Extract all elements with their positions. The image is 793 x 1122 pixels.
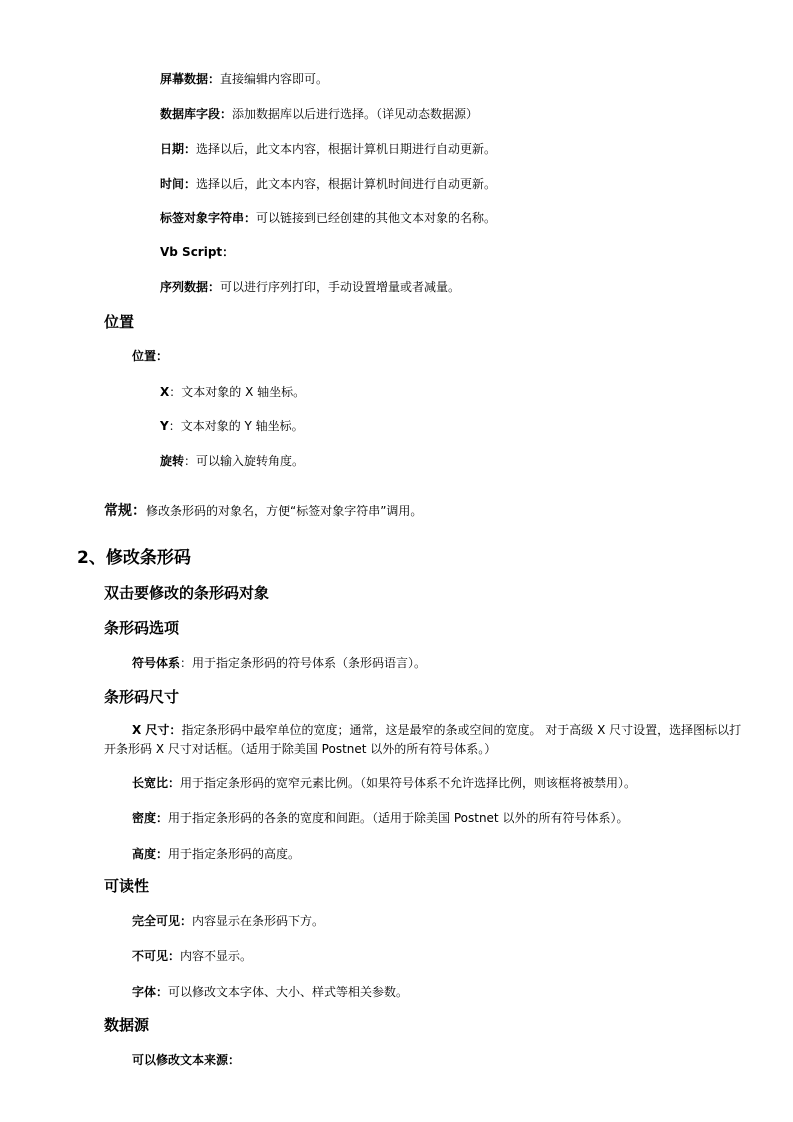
tag-string-text: 可以链接到已经创建的其他文本对象的名称。 (256, 211, 497, 225)
rotation-line (160, 455, 304, 467)
section2-heading: 2、修改条形码 (77, 548, 191, 568)
invisible-label: 不可见： (132, 949, 181, 963)
x-size-label: X 尺寸： (132, 723, 182, 737)
serial-data-label: 序列数据： (160, 280, 221, 294)
vb-script-label: Vb Script： (160, 245, 235, 259)
density-line (132, 812, 628, 824)
position-y-text: ：文本对象的 Y 轴坐标。 (168, 419, 304, 433)
x-size-text: 指定条形码中最窄单位的宽度；通常，这是最窄的条或空间的宽度。 对于高级 X 尺寸设置，选择图标以打开条形码 X 尺寸对话框。（适用于除美国 Postnet 以外的所有符号体系。） (104, 723, 742, 756)
rotation-label: 旋转 (160, 454, 185, 468)
screen-data-label: 屏幕数据： (160, 72, 221, 86)
visible-line (132, 915, 324, 927)
modify-source-line (132, 1054, 240, 1066)
tag-string-label: 标签对象字符串： (160, 211, 257, 225)
symbology-line (132, 657, 426, 669)
position-x-label: X (160, 385, 170, 399)
general-line (104, 502, 422, 518)
density-label: 密度： (132, 811, 169, 825)
tag-string-line (160, 212, 496, 224)
aspect-text: 用于指定条形码的宽窄元素比例。（如果符号体系不允许选择比例，则该框将被禁用）。 (180, 776, 637, 790)
db-field-label: 数据库字段： (160, 107, 233, 121)
position-y-line (160, 420, 304, 432)
position-x-line (160, 386, 305, 398)
visible-label: 完全可见： (132, 914, 193, 928)
date-label: 日期： (160, 142, 197, 156)
x-size-paragraph (104, 721, 744, 759)
readability-heading: 可读性 (104, 877, 150, 895)
symbology-label: 符号体系 (132, 656, 181, 670)
position-sub-label (132, 350, 168, 362)
position-heading: 位置 (104, 313, 135, 331)
time-text: 选择以后，此文本内容，根据计算机时间进行自动更新。 (196, 177, 497, 191)
data-source-heading: 数据源 (104, 1016, 150, 1034)
db-field-text: 添加数据库以后进行选择。（详见动态数据源） (232, 107, 479, 121)
general-text: 修改条形码的对象名，方便“标签对象字符串”调用。 (146, 504, 423, 518)
modify-source-label: 可以修改文本来源： (132, 1053, 241, 1067)
double-click-heading: 双击要修改的条形码对象 (104, 584, 270, 602)
symbology-text: ：用于指定条形码的符号体系（条形码语言）。 (180, 656, 427, 670)
db-field-line (160, 108, 478, 120)
height-line (132, 848, 300, 860)
screen-data-line (160, 73, 328, 85)
date-text: 选择以后，此文本内容，根据计算机日期进行自动更新。 (196, 142, 497, 156)
invisible-text: 内容不显示。 (180, 949, 253, 963)
font-text: 可以修改文本字体、大小、样式等相关参数。 (168, 985, 409, 999)
aspect-line (132, 777, 636, 789)
aspect-label: 长宽比： (132, 776, 181, 790)
time-label: 时间： (160, 177, 197, 191)
rotation-text: ：可以输入旋转角度。 (184, 454, 305, 468)
vb-script-line (160, 246, 234, 258)
serial-data-line (160, 281, 460, 293)
font-line (132, 986, 408, 998)
position-y-label: Y (160, 419, 169, 433)
barcode-size-heading: 条形码尺寸 (104, 688, 180, 706)
position-x-text: ：文本对象的 X 轴坐标。 (169, 385, 306, 399)
invisible-line (132, 950, 252, 962)
height-label: 高度： (132, 847, 169, 861)
density-text: 用于指定条形码的各条的宽度和间距。（适用于除美国 Postnet 以外的所有符号体系）。 (168, 811, 629, 825)
time-line (160, 178, 496, 190)
screen-data-text: 直接编辑内容即可。 (220, 72, 329, 86)
visible-text: 内容显示在条形码下方。 (192, 914, 325, 928)
font-label: 字体： (132, 985, 169, 999)
serial-data-text: 可以进行序列打印，手动设置增量或者减量。 (220, 280, 461, 294)
barcode-options-heading: 条形码选项 (104, 619, 180, 637)
date-line (160, 143, 496, 155)
position-label: 位置： (132, 349, 169, 363)
general-label: 常规： (104, 503, 146, 519)
height-text: 用于指定条形码的高度。 (168, 847, 301, 861)
